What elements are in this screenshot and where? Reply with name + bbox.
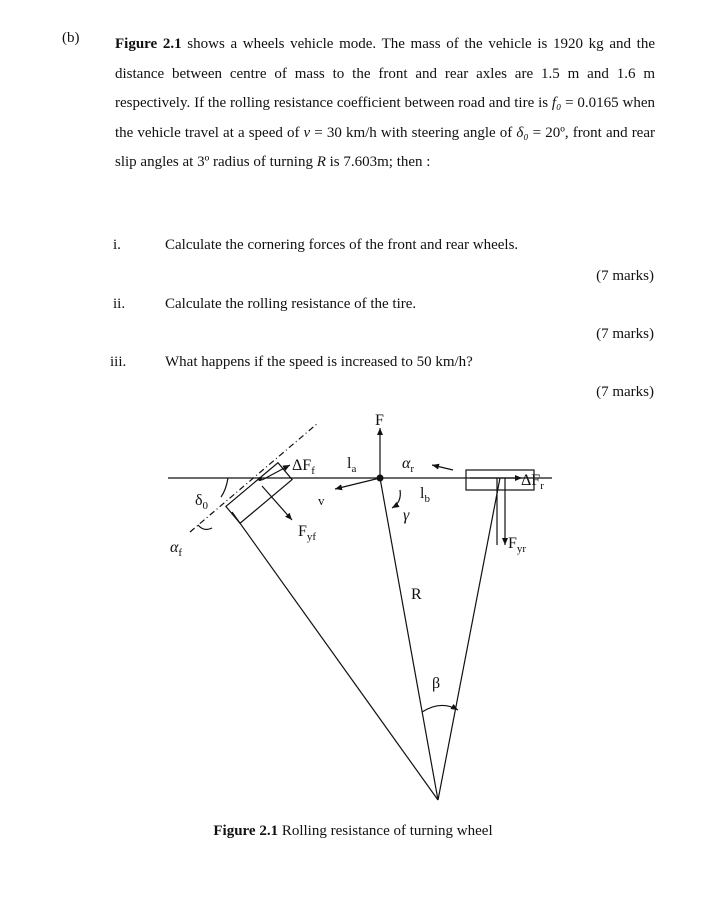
label-alpha-f-symbol: α bbox=[170, 539, 179, 556]
alpha-f-arc bbox=[198, 525, 212, 529]
symbol-v: v bbox=[303, 124, 311, 141]
label-lb bbox=[420, 485, 430, 505]
label-delta-Fr-sub: r bbox=[540, 480, 544, 492]
label-delta-Fr-F: F bbox=[531, 472, 541, 489]
label-Fyf-F: F bbox=[298, 523, 307, 540]
Fyf-arrow bbox=[262, 486, 292, 520]
vehicle-turning-diagram bbox=[0, 400, 706, 820]
caption-label: Figure 2.1 bbox=[213, 823, 279, 839]
item-number-2: ii. bbox=[113, 296, 126, 312]
text-part: = 20º, front and rear slip angles at 3º bbox=[115, 124, 655, 170]
text-part: = 0.0165 when the vehicle travel at a speed of bbox=[115, 95, 655, 141]
text-part: shows a wheels vehicle mode. The mass of the vehicle is 1920 kg and the distance between centre of mass to the front and rear axles are 1.5 m and 1.6 m respectively. If the rolling resistance coefficient between road and tire is bbox=[115, 36, 655, 111]
label-delta-Ff-sub: f bbox=[311, 465, 315, 477]
rear-radius-line bbox=[438, 478, 500, 800]
item-number-1: i. bbox=[113, 237, 121, 253]
text-part: = 30 km/h with steering angle of bbox=[310, 124, 517, 141]
label-Fyr-sub: yr bbox=[516, 543, 527, 555]
symbol-f0: f₀ bbox=[551, 95, 562, 111]
centre-radius-line bbox=[380, 478, 441, 800]
symbol-delta0: δ₀ bbox=[516, 124, 529, 141]
label-la-sub: a bbox=[351, 463, 357, 475]
symbol-R: R bbox=[316, 154, 326, 170]
figure-reference: Figure 2.1 bbox=[115, 36, 182, 52]
label-delta-Fr-delta: Δ bbox=[521, 472, 532, 489]
label-delta-Ff-delta: Δ bbox=[292, 457, 303, 474]
item-text-3: What happens if the speed is increased to 50 km/h? bbox=[165, 354, 473, 370]
item-marks-2: (7 marks) bbox=[596, 326, 654, 342]
velocity-arrow bbox=[335, 478, 380, 489]
text-part: radius of turning bbox=[209, 154, 317, 170]
front-wheel bbox=[226, 463, 292, 524]
label-alpha-r-symbol: α bbox=[402, 455, 411, 472]
label-la bbox=[347, 455, 356, 475]
label-beta: β bbox=[432, 675, 441, 692]
label-lb-sub: b bbox=[424, 493, 430, 505]
label-v: v bbox=[318, 493, 325, 508]
delta0-arc bbox=[221, 478, 228, 497]
label-delta0-sub: 0 bbox=[202, 500, 209, 512]
label-delta0 bbox=[195, 492, 209, 512]
label-delta-Ff bbox=[292, 457, 315, 477]
label-Fyr bbox=[508, 535, 526, 555]
label-alpha-f bbox=[170, 539, 182, 559]
beta-arc bbox=[422, 705, 458, 712]
item-text-2: Calculate the rolling resistance of the tire. bbox=[165, 296, 417, 312]
caption-text: Rolling resistance of turning wheel bbox=[278, 823, 493, 839]
label-Fyr-F: F bbox=[508, 535, 517, 552]
label-delta-Fr bbox=[521, 472, 544, 492]
item-marks-3: (7 marks) bbox=[596, 384, 654, 400]
label-Fyf-sub: yf bbox=[306, 531, 317, 543]
label-F: F bbox=[375, 412, 384, 429]
label-lb-l: l bbox=[420, 485, 425, 502]
label-gamma: γ bbox=[403, 507, 410, 524]
label-Fyf bbox=[298, 523, 316, 543]
centre-of-mass-dot bbox=[377, 475, 384, 482]
figure-caption bbox=[0, 823, 706, 840]
gamma-arc bbox=[392, 490, 400, 508]
front-wheel-centre-dot bbox=[258, 477, 262, 481]
label-delta-Ff-F: F bbox=[302, 457, 312, 474]
label-alpha-r-sub: r bbox=[410, 463, 415, 475]
question-label: (b) bbox=[62, 30, 80, 46]
text-part: is 7.603m; then : bbox=[325, 154, 431, 170]
item-number-3: iii. bbox=[110, 354, 127, 370]
item-marks-1: (7 marks) bbox=[596, 268, 654, 284]
label-delta0-symbol: δ bbox=[195, 492, 203, 509]
alpha-r-arrow bbox=[432, 465, 453, 470]
item-text-1: Calculate the cornering forces of the front and rear wheels. bbox=[165, 237, 519, 253]
label-R: R bbox=[411, 586, 422, 603]
question-paragraph bbox=[115, 30, 655, 178]
label-alpha-f-sub: f bbox=[178, 547, 183, 559]
label-alpha-r bbox=[402, 455, 414, 475]
front-radius-line bbox=[232, 512, 441, 800]
label-la-l: l bbox=[347, 455, 352, 472]
